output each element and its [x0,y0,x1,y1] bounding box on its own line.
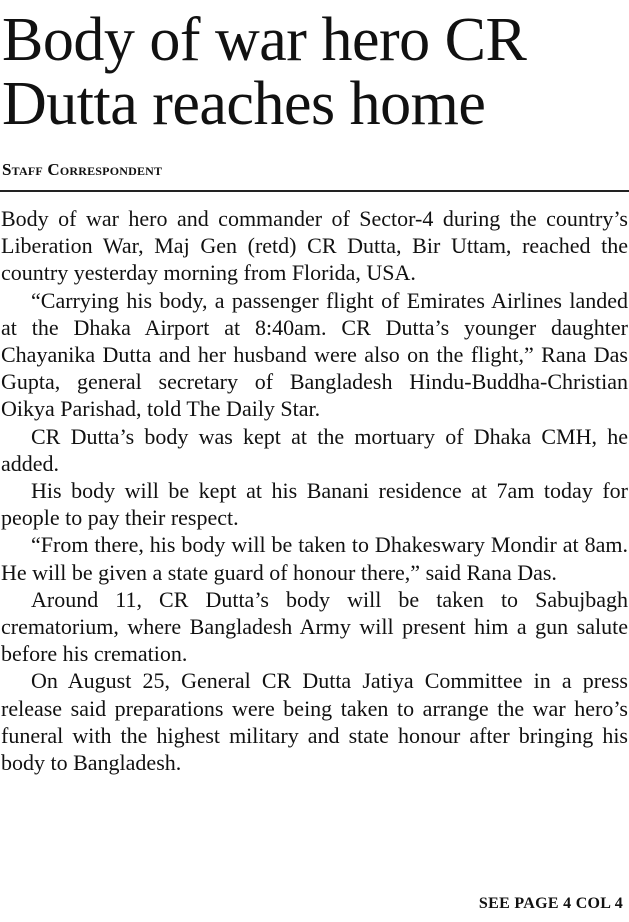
article-body [1,205,628,776]
paragraph: “From there, his body will be taken to Dhakeswary Mondir at 8am. He will be given a state guard of honour there,” said Rana Das. [1,532,628,585]
paragraph: Body of war hero and commander of Sector-4 during the country’s Liberation War, Maj Gen (retd) CR Dutta, Bir Uttam, reached the country yesterday morning from Florida, USA. [1,206,628,286]
byline-divider [0,190,629,192]
paragraph: On August 25, General CR Dutta Jatiya Committee in a press release said preparations were being taken to arrange the war hero’s funeral with the highest military and state honour after bringing his body to Bangladesh. [1,668,628,776]
paragraph: “Carrying his body, a passenger flight of Emirates Airlines landed at the Dhaka Airport at 8:40am. CR Dutta’s younger daughter Chayanika Dutta and her husband were also on the flight,” Rana Das Gupta, general secretary of Bangladesh Hindu-Buddha-Christian Oikya Parishad, told The Daily Star. [1,287,628,422]
byline: Staff Correspondent [2,160,163,179]
paragraph: CR Dutta’s body was kept at the mortuary of Dhaka CMH, he added. [1,423,628,476]
paragraph: Around 11, CR Dutta’s body will be taken to Sabujbagh crematorium, where Bangladesh Army will present him a gun salute before his cremation. [1,586,628,667]
continuation-reference: SEE PAGE 4 COL 4 [478,895,623,912]
paragraph: His body will be kept at his Banani residence at 7am today for people to pay their respect. [1,478,628,531]
headline: Body of war hero CR Dutta reaches home [2,6,527,138]
